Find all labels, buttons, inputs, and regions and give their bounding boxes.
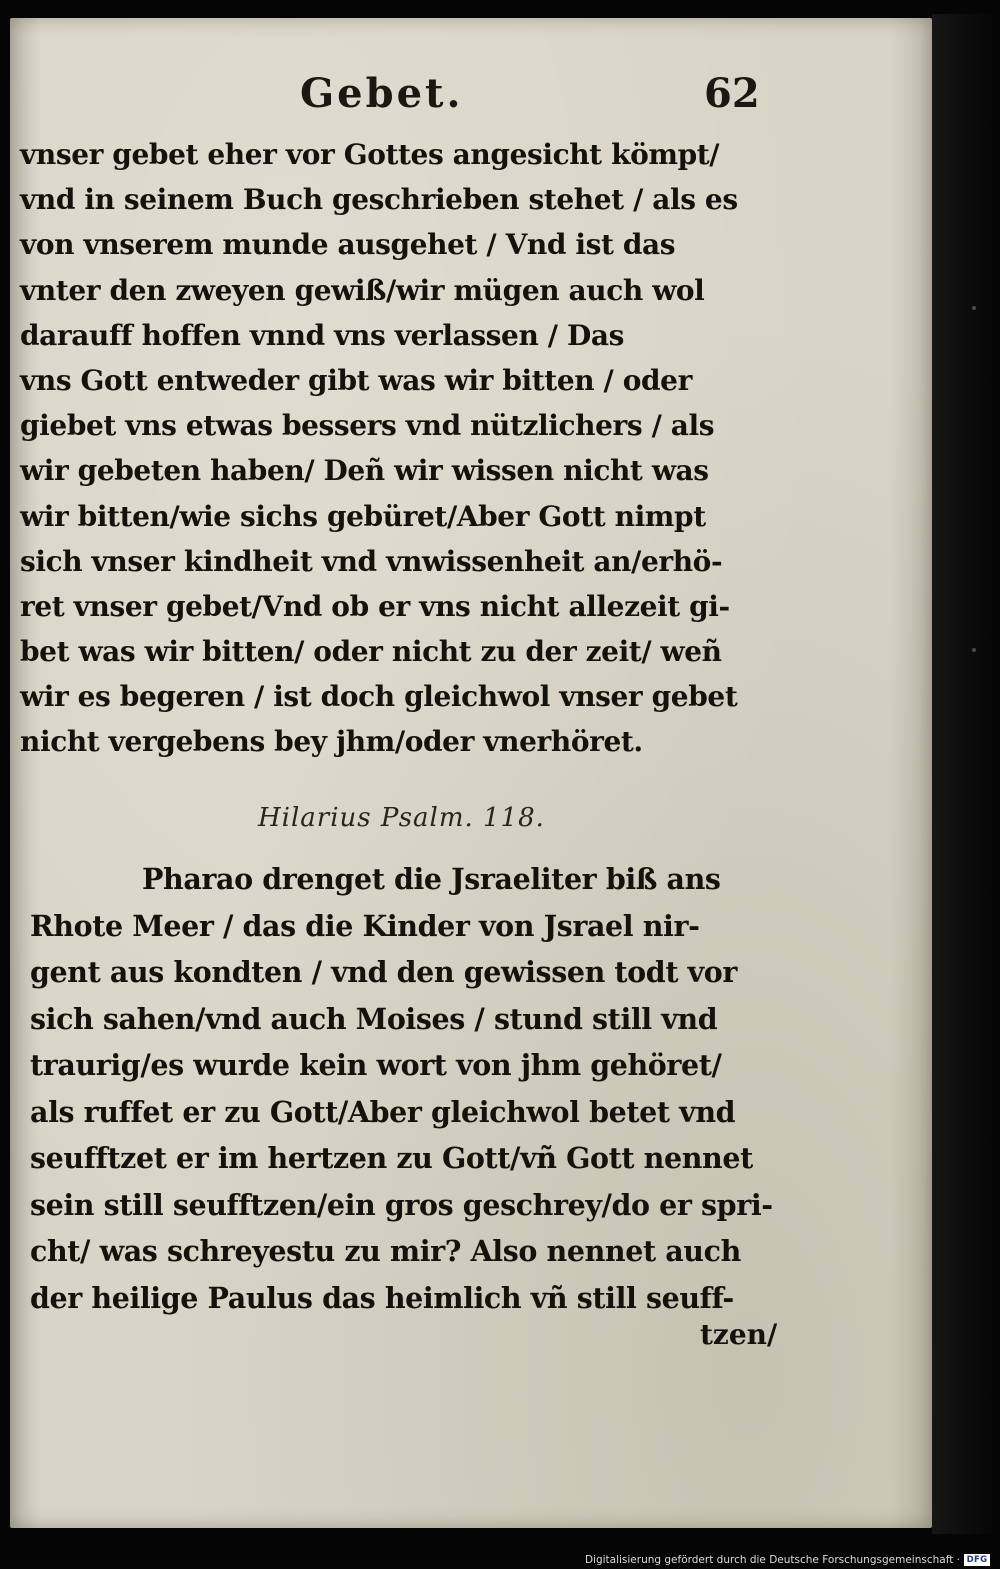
text-line: gent aus kondten / vnd den gewissen todt vor — [30, 955, 737, 989]
page-number: 62 — [704, 70, 760, 117]
catchword: tzen/ — [700, 1318, 778, 1351]
dfg-logo: DFG — [964, 1554, 990, 1566]
text-line: sich vnser kindheit vnd vnwissenheit an/erhö- — [20, 544, 723, 578]
text-line: seufftzet er im hertzen zu Gott/vñ Gott nennet — [30, 1141, 753, 1175]
text-line: cht/ was schreyestu zu mir? Also nennet auch — [30, 1234, 741, 1268]
text-line: wir bitten/wie sichs gebüret/Aber Gott nimpt — [20, 499, 706, 533]
text-line: vns Gott entweder gibt was wir bitten / oder — [20, 363, 692, 397]
text-line: vnter den zweyen gewiß/wir mügen auch wol — [20, 273, 705, 307]
paragraph-2 — [30, 856, 790, 1321]
section-heading: Hilarius Psalm. 118. — [258, 803, 545, 833]
text-line: Pharao drenget die Jsraeliter biß ans — [142, 862, 721, 896]
text-line: nicht vergebens bey jhm/oder vnerhöret. — [20, 725, 643, 759]
text-line: giebet vns etwas bessers vnd nützlichers / als — [20, 409, 715, 443]
text-line: von vnserem munde ausgehet / Vnd ist das — [20, 228, 676, 262]
edge-mark — [972, 648, 976, 652]
text-line: bet was wir bitten/ oder nicht zu der zeit/ weñ — [20, 635, 722, 669]
funding-credit: Digitalisierung gefördert durch die Deutsche Forschungsgemeinschaft · — [584, 1554, 960, 1566]
text-line: als ruffet er zu Gott/Aber gleichwol betet vnd — [30, 1094, 736, 1129]
text-line: Rhote Meer / das die Kinder von Jsrael nir- — [30, 908, 700, 943]
book-fore-edge — [932, 14, 1000, 1534]
text-line: sich sahen/vnd auch Moises / stund still vnd — [30, 1001, 718, 1036]
running-head: Gebet. — [300, 70, 464, 117]
text-line: ret vnser gebet/Vnd ob er vns nicht allezeit gi- — [20, 589, 730, 623]
text-line: wir es begeren / ist doch gleichwol vnser gebet — [20, 680, 738, 714]
text-line: darauff hoffen vnnd vns verlassen / Das — [20, 318, 624, 352]
text-line: vnd in seinem Buch geschrieben stehet / als es — [20, 183, 738, 217]
text-line: der heilige Paulus das heimlich vñ still seuff- — [30, 1280, 734, 1315]
text-line: sein still seufftzen/ein gros geschrey/do er spri- — [30, 1187, 773, 1222]
edge-mark — [972, 306, 976, 310]
text-line: traurig/es wurde kein wort von jhm gehöret/ — [30, 1048, 722, 1082]
text-line: wir gebeten haben/ Deñ wir wissen nicht was — [20, 454, 709, 488]
paragraph-1 — [20, 132, 780, 765]
text-line: vnser gebet eher vor Gottes angesicht kömpt/ — [20, 138, 720, 171]
